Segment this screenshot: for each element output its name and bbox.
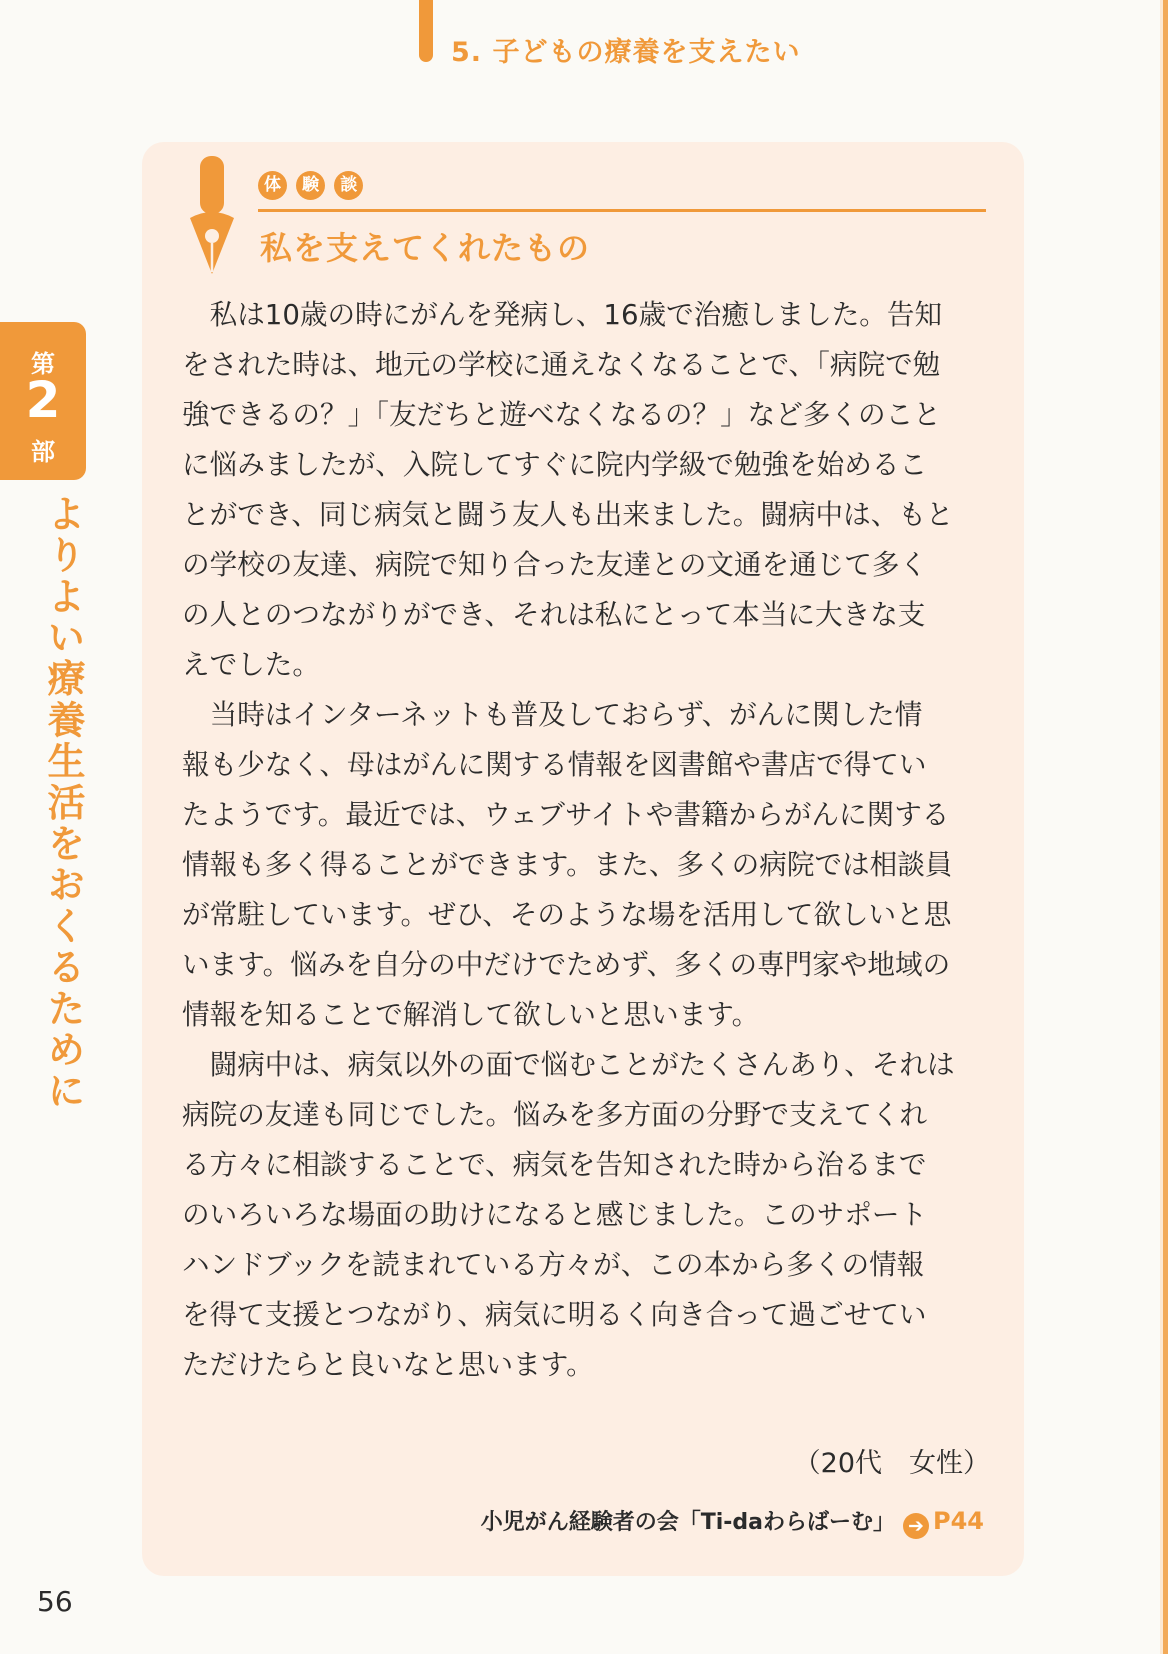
badge-char: 体 [258, 171, 287, 200]
group-name: 小児がん経験者の会「Ti-daわらばーむ」 [480, 1510, 895, 1535]
body-line: の人とのつながりができ、それは私にとって本当に大きな支 [182, 598, 926, 631]
page-number: 56 [37, 1585, 73, 1618]
body-line: に悩みましたが、入院してすぐに院内学級で勉強を始めるこ [182, 448, 928, 481]
body-line: 病院の友達も同じでした。悩みを多方面の分野で支えてくれ [182, 1098, 928, 1131]
story-body [182, 290, 982, 1390]
badge-char: 談 [334, 171, 363, 200]
story-title: 私を支えてくれたもの [260, 229, 591, 267]
badge-char: 験 [296, 171, 325, 200]
experience-badges [258, 171, 367, 201]
part-vertical-title: よりよい療養生活をおくるために [41, 494, 85, 1112]
body-line: を得て支援とつながり、病気に明るく向き合って過ごせてい [182, 1298, 927, 1331]
part-number: 2 [25, 371, 61, 429]
body-line: が常駐しています。ぜひ、そのような場を活用して欲しいと思 [182, 898, 952, 931]
body-line: 情報を知ることで解消して欲しいと思います。 [182, 998, 760, 1031]
body-line: 強できるの？」「友だちと遊べなくなるの？」など多くのこと [182, 398, 941, 431]
group-reference [481, 1505, 984, 1539]
body-line: たようです。最近では、ウェブサイトや書籍からがんに関する [182, 798, 950, 831]
section-title: 5. 子どもの療養を支えたい [451, 37, 801, 68]
body-line: 闘病中は、病気以外の面で悩むことがたくさんあり、それは [182, 1048, 955, 1081]
body-line: 当時はインターネットも普及しておらず、がんに関した情 [182, 698, 923, 731]
body-line: とができ、同じ病気と闘う友人も出来ました。闘病中は、もと [182, 498, 954, 531]
section-marker-bar [419, 0, 433, 62]
pen-nib-icon [184, 156, 240, 278]
part-suffix: 部 [31, 438, 55, 466]
page-reference-link[interactable]: P44 [933, 1507, 984, 1535]
body-line: 報も少なく、母はがんに関する情報を図書館や書店で得てい [182, 748, 927, 781]
body-line: 情報も多く得ることができます。また、多くの病院では相談員 [182, 848, 953, 881]
body-line: のいろいろな場面の助けになると感じました。このサポート [182, 1198, 928, 1231]
part-prefix: 第 [31, 350, 55, 378]
body-line: ハンドブックを読まれている方々が、この本から多くの情報 [182, 1248, 925, 1281]
body-line: ただけたらと良いなと思います。 [182, 1348, 594, 1381]
title-divider [258, 209, 986, 212]
body-line: 私は10歳の時にがんを発病し、16歳で治癒しました。告知 [182, 298, 943, 331]
body-line: をされた時は、地元の学校に通えなくなることで、「病院で勉 [182, 348, 941, 381]
body-line: の学校の友達、病院で知り合った友達との文通を通じて多く [182, 548, 928, 581]
body-line: えでした。 [182, 648, 320, 681]
page-edge-rule [1163, 0, 1168, 1654]
part-tab [0, 322, 86, 480]
author-byline: （20代 女性） [793, 1448, 990, 1479]
body-line: る方々に相談することで、病気を告知された時から治るまで [182, 1148, 927, 1181]
arrow-right-icon: ➔ [903, 1513, 929, 1539]
body-line: います。悩みを自分の中だけでためず、多くの専門家や地域の [182, 948, 951, 981]
